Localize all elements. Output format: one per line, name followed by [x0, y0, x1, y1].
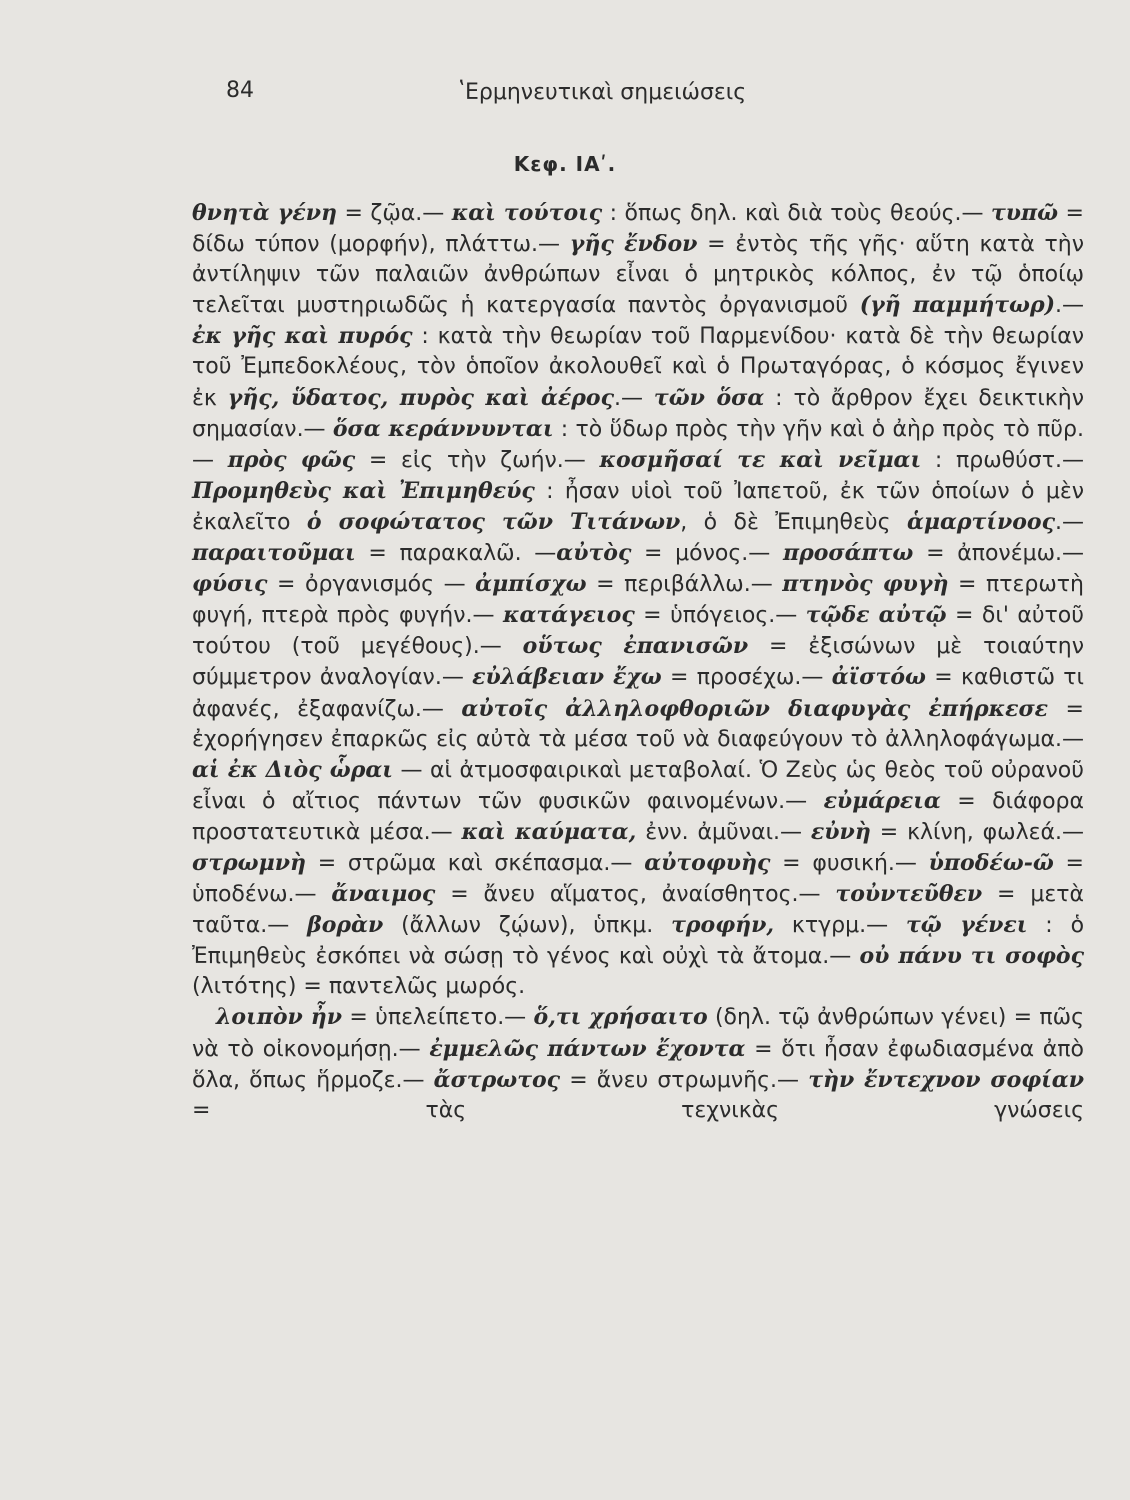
- lemma-term: εὐλάβειαν ἔχω: [472, 664, 662, 691]
- lemma-term: ἄναιμος: [331, 881, 436, 908]
- lemma-term: τοὐντεῦθεν: [835, 881, 983, 908]
- gloss-text: = παρακαλῶ. —: [355, 541, 557, 567]
- gloss-text: (λιτότης) = παντελῶς μωρός.: [192, 974, 526, 1000]
- gloss-text: : ὅπως δηλ. καὶ διὰ τοὺς θεούς.—: [602, 201, 991, 226]
- lemma-term: θνητὰ γένη: [192, 200, 337, 226]
- lemma-term: (γῆ παμμήτωρ): [859, 292, 1056, 319]
- gloss-text: — αἱ ἀτμοσφαιρικαὶ μεταβολαί. Ὁ Ζεὺς ὡς θεὸς τοῦ οὐρανοῦ εἶναι ὁ αἴτιος πάντων τῶν φυσικῶν φαινομένων.—: [192, 757, 1084, 814]
- lemma-term: ἀϊστόω: [831, 664, 926, 691]
- gloss-text: : ἦσαν υἱοὶ τοῦ Ἰαπετοῦ, ἐκ τῶν ὁποίων ὁ μὲν ἐκαλεῖτο: [192, 478, 1084, 535]
- lemma-term: πτηνὸς φυγὴ: [782, 571, 949, 598]
- lemma-term: λοιπὸν ἦν: [216, 1004, 343, 1031]
- chapter-heading: Κεφ. ΙΑʹ.: [513, 152, 617, 176]
- gloss-text: = δίδω τύπον (μορφήν), πλάττω.—: [192, 201, 1084, 258]
- lemma-term: εὐνὴ: [810, 818, 871, 845]
- gloss-text: .—: [1055, 293, 1085, 319]
- gloss-text: = ἄνευ αἵματος, ἀναίσθητος.—: [435, 882, 836, 908]
- lemma-term: αὐτοῖς ἀλληλοφθοριῶν διαφυγὰς ἐπήρκεσε: [461, 695, 1049, 722]
- gloss-text: = ὅτι ἦσαν ἐφωδιασμένα ἀπὸ ὅλα, ὅπως ἥρμοζε.—: [192, 1036, 1085, 1093]
- lemma-term: τροφήν,: [671, 912, 775, 939]
- lemma-term: οὐ πάνυ τι σοφὸς: [859, 943, 1085, 970]
- gloss-text: = ὑποδένω.—: [192, 850, 1084, 908]
- gloss-text: .—: [1055, 509, 1084, 535]
- lemma-term: ὅ,τι χρήσαιτο: [533, 1004, 708, 1031]
- gloss-text: (ἄλλων ζῴων), ὑπκμ.: [383, 913, 672, 939]
- gloss-text: , ὁ δὲ Ἐπιμηθεὺς: [680, 509, 907, 535]
- gloss-text: = ὑπόγειος.—: [634, 603, 806, 629]
- lemma-term: τῶν ὅσα: [653, 384, 765, 411]
- gloss-text: = ἀπονέμω.—: [913, 541, 1084, 567]
- lemma-term: οὕτως ἐπανισῶν: [522, 633, 749, 660]
- gloss-text: = ὑπελείπετο.—: [342, 1005, 534, 1031]
- gloss-text: = ζῷα.—: [336, 201, 452, 226]
- lemma-term: ἀμπίσχω: [475, 571, 587, 598]
- gloss-text: = φυσική.—: [770, 850, 929, 876]
- gloss-text: = ὀργανισμός —: [267, 572, 476, 598]
- gloss-text: = εἰς τὴν ζωήν.—: [355, 447, 600, 473]
- lemma-term: Προμηθεὺς καὶ Ἐπιμηθεύς: [192, 477, 535, 504]
- gloss-text: = μόνος.—: [631, 541, 783, 567]
- lemma-term: καὶ τούτοις: [451, 200, 603, 226]
- lemma-term: ὑποδέω-ῶ: [928, 849, 1054, 876]
- page-header: [226, 78, 916, 118]
- gloss-text: = περιβάλλω.—: [586, 572, 783, 598]
- gloss-text: = ἐξισώνων μὲ τοιαύτην σύμμετρον ἀναλογίαν.—: [192, 634, 1084, 691]
- gloss-text: .—: [614, 385, 654, 411]
- gloss-text: : πρωθύστ.—: [921, 447, 1084, 473]
- gloss-text: : ὁ Ἐπιμηθεὺς ἐσκόπει νὰ σώσῃ τὸ γένος καὶ οὐχὶ τὰ ἄτομα.—: [192, 913, 1085, 970]
- lemma-term: ὅσα κεράννυνται: [332, 415, 554, 442]
- gloss-text: = προσέχω.—: [661, 665, 832, 691]
- lemma-term: ἄστρωτος: [433, 1066, 561, 1093]
- gloss-text: = δι' αὐτοῦ τούτου (τοῦ μεγέθους).—: [192, 603, 1084, 660]
- lemma-term: βορὰν: [307, 912, 384, 939]
- gloss-text: : τὸ ἄρθρον ἔχει δεικτικὴν σημασίαν.—: [192, 385, 1084, 442]
- lemma-term: ὁ σοφώτατος τῶν Τιτάνων: [306, 508, 681, 535]
- paragraph: [192, 1002, 1084, 1125]
- lemma-term: κοσμῆσαί τε καὶ νεῖμαι: [599, 446, 922, 473]
- lemma-term: τυπῶ: [990, 200, 1059, 226]
- gloss-text: = ἐντὸς τῆς γῆς· αὕτη κατὰ τὴν ἀντίληψιν τῶν παλαιῶν ἀνθρώπων εἶναι ὁ μητρικὸς κόλπος, ἐν τῷ ὁποίῳ τελεῖται μυστηριωδῶς ἡ κατεργασία παντὸς ὀργανισμοῦ: [192, 232, 1085, 319]
- gloss-text: = στρῶμα καὶ σκέπασμα.—: [305, 850, 645, 876]
- gloss-text: = καθιστῶ τι ἀφανές, ἐξαφανίζω.—: [192, 665, 1084, 722]
- paragraph: [192, 198, 1084, 1002]
- lemma-term: ἐμμελῶς πάντων ἔχοντα: [429, 1035, 746, 1062]
- lemma-term: αὐτοφυὴς: [644, 849, 771, 876]
- lemma-term: τῷ γένει: [905, 912, 1028, 939]
- lemma-term: κατάγειος: [502, 602, 635, 629]
- gloss-text: : τὸ ὕδωρ πρὸς τὴν γῆν καὶ ὁ ἀὴρ πρὸς τὸ πῦρ.—: [192, 416, 1084, 473]
- gloss-text: = ἐχορήγησεν ἐπαρκῶς εἰς αὐτὰ τὰ μέσα τοῦ νὰ διαφεύγουν τὸ ἀλληλοφάγωμα.—: [192, 696, 1084, 752]
- lemma-term: γῆς, ὕδατος, πυρὸς καὶ ἀέρος: [227, 384, 615, 411]
- lemma-term: ἐκ γῆς καὶ πυρός: [192, 323, 413, 350]
- lemma-term: ἁμαρτίνοος: [906, 508, 1055, 535]
- lemma-term: αἱ ἐκ Διὸς ὧραι: [192, 756, 393, 783]
- gloss-text: = πτερωτὴ φυγή, πτερὰ πρὸς φυγήν.—: [192, 572, 1084, 629]
- lemma-term: τῷδε αὐτῷ: [805, 602, 947, 629]
- gloss-text: = μετὰ ταῦτα.—: [192, 882, 1085, 939]
- running-title: ʽΕρμηνευτικαὶ σημειώσεις: [458, 80, 747, 105]
- lemma-term: φύσις: [192, 571, 268, 598]
- gloss-text: (δηλ. τῷ ἀνθρώπων γένει) = πῶς νὰ τὸ οἰκονομήσῃ.—: [192, 1005, 1084, 1062]
- lemma-term: πρὸς φῶς: [227, 446, 356, 473]
- gloss-text: = διάφορα προστατευτικὰ μέσα.—: [192, 788, 1085, 845]
- commentary-text: [192, 198, 1084, 1126]
- gloss-text: = τὰς τεχνικὰς γνώσεις: [192, 1097, 1084, 1123]
- gloss-text: : κατὰ τὴν θεωρίαν τοῦ Παρμενίδου· κατὰ δὲ τὴν θεωρίαν τοῦ Ἐμπεδοκλέους, τὸν ὁποῖον ἀκολουθεῖ καὶ ὁ Πρωταγόρας, ὁ κόσμος ἔγινεν ἐκ: [192, 324, 1084, 411]
- gloss-text: κτγρμ.—: [774, 913, 906, 939]
- gloss-text: ἐνν. ἀμῦναι.—: [636, 819, 811, 845]
- gloss-text: = κλίνη, φωλεά.—: [870, 819, 1084, 845]
- gloss-text: = ἄνευ στρωμνῆς.—: [560, 1067, 809, 1093]
- lemma-term: στρωμνὴ: [192, 849, 306, 876]
- page-number: 84: [226, 78, 254, 103]
- lemma-term: αὐτὸς: [556, 540, 632, 567]
- lemma-term: προσάπτω: [782, 540, 914, 567]
- lemma-term: εὐμάρεια: [823, 787, 941, 814]
- lemma-term: γῆς ἔνδον: [569, 231, 698, 258]
- lemma-term: παραιτοῦμαι: [192, 540, 356, 567]
- lemma-term: τὴν ἔντεχνον σοφίαν: [808, 1066, 1084, 1093]
- lemma-term: καὶ καύματα,: [461, 818, 637, 845]
